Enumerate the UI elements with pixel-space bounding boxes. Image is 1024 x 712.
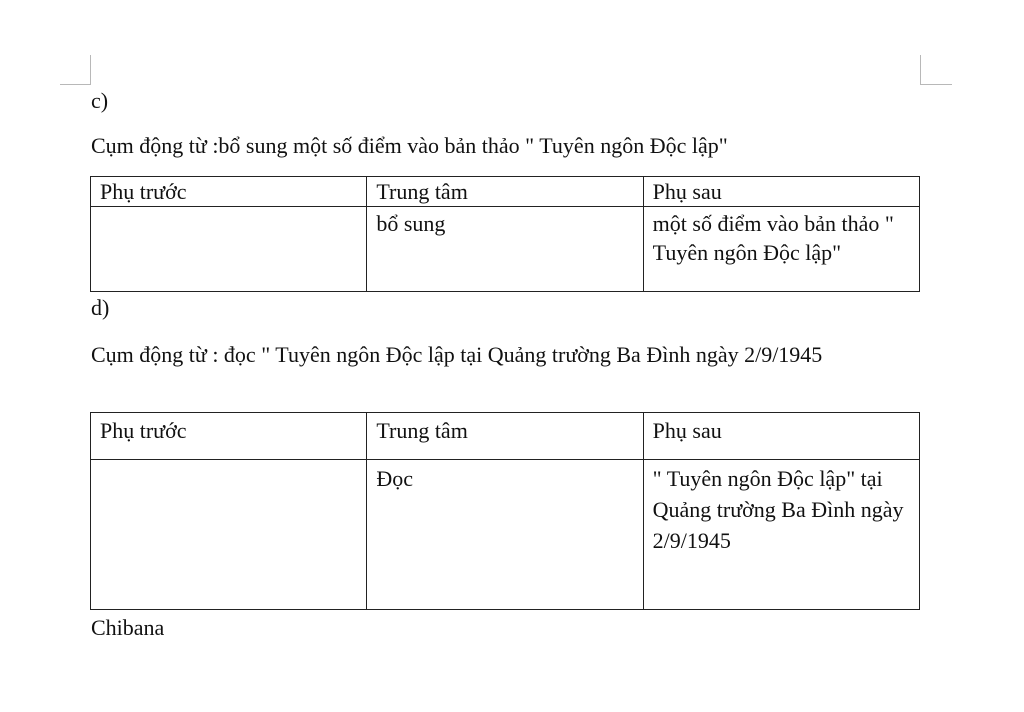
- table-header-row: [91, 177, 920, 207]
- cell-phu-truoc: [91, 207, 367, 292]
- header-cell-phu-sau: Phụ sau: [643, 413, 919, 460]
- table-row: [91, 207, 920, 292]
- section-c-table: [90, 176, 920, 292]
- margin-mark-top-left: [60, 84, 91, 85]
- table-header-row: [91, 413, 920, 460]
- table-row: [91, 460, 920, 610]
- section-d-phrase: Cụm động từ : đọc " Tuyên ngôn Độc lập tại Quảng trường Ba Đình ngày 2/9/1945: [91, 342, 823, 367]
- margin-mark-top-left: [90, 55, 91, 85]
- header-cell-trung-tam: Trung tâm: [367, 177, 643, 207]
- header-cell-phu-truoc: Phụ trước: [91, 413, 367, 460]
- section-c-phrase: Cụm động từ :bổ sung một số điểm vào bản thảo " Tuyên ngôn Độc lập": [91, 133, 728, 158]
- cell-phu-truoc: [91, 460, 367, 610]
- header-cell-phu-sau: Phụ sau: [643, 177, 919, 207]
- author-signature: Chibana: [91, 615, 165, 640]
- cell-phu-sau: " Tuyên ngôn Độc lập" tại Quảng trường Ba Đình ngày 2/9/1945: [643, 460, 919, 610]
- header-cell-trung-tam: Trung tâm: [367, 413, 643, 460]
- header-cell-phu-truoc: Phụ trước: [91, 177, 367, 207]
- margin-mark-top-right: [920, 55, 921, 85]
- margin-mark-top-right: [920, 84, 952, 85]
- section-c-label: c): [91, 88, 109, 113]
- cell-phu-sau: một số điểm vào bản thảo " Tuyên ngôn Độc lập": [643, 207, 919, 292]
- section-d-label: d): [91, 295, 110, 320]
- cell-trung-tam: bổ sung: [367, 207, 643, 292]
- section-d-table: [90, 412, 920, 610]
- cell-trung-tam: Đọc: [367, 460, 643, 610]
